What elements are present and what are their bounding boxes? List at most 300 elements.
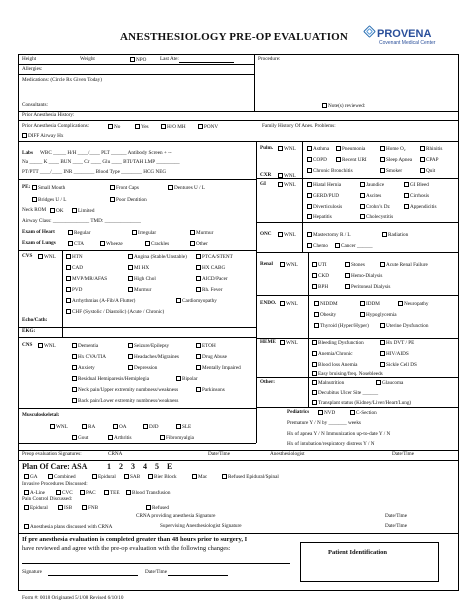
apnea-label: Hx of apnea Y / N Immunization up-to-date Y / N — [287, 431, 391, 437]
renal-item[interactable] — [345, 284, 390, 291]
cta-checkbox[interactable] — [68, 241, 84, 248]
option-label: Epidural — [98, 474, 116, 480]
gi-item[interactable] — [307, 193, 339, 200]
cns-item-label: ETOH — [202, 343, 216, 349]
onc-item-label: Radiation — [388, 232, 409, 238]
endo-item[interactable] — [398, 301, 429, 308]
signature-label: Signature — [22, 569, 42, 575]
endo-item[interactable] — [314, 301, 338, 308]
npo-label: NPO — [136, 57, 147, 63]
pulm-item[interactable] — [336, 157, 367, 164]
option-label: ISB — [64, 505, 73, 511]
cvs-item[interactable] — [66, 265, 83, 272]
medications-label: Medications: (Circle Rx Given Today) — [22, 77, 102, 83]
option-label: Combined — [54, 474, 76, 480]
heme-item[interactable] — [312, 362, 357, 369]
gi-item[interactable] — [307, 204, 342, 211]
prior-comp-no-checkbox[interactable] — [108, 124, 120, 131]
cns-item[interactable] — [128, 343, 169, 350]
heme-item[interactable] — [380, 362, 417, 369]
cns-item-label: Neck pain/Upper extremity numbness/weakness — [78, 387, 179, 393]
renal-item[interactable] — [345, 273, 382, 280]
cns-wnl-checkbox[interactable] — [38, 343, 56, 350]
ho-mh-label: H/O MH — [167, 124, 186, 130]
notes-reviewed-checkbox[interactable] — [322, 103, 365, 110]
pain-option[interactable] — [58, 505, 72, 512]
invasive-option[interactable] — [104, 490, 120, 497]
form-title: ANESTHESIOLOGY PRE-OP EVALUATION — [120, 31, 349, 43]
heme-item-label: Easy bruising/freq. Nosebleeds — [318, 371, 383, 377]
onc-item[interactable] — [335, 243, 373, 250]
height-label: Height — [22, 56, 37, 62]
csection-checkbox[interactable] — [350, 410, 377, 417]
anesthesiologist-label: Anesthesiologist — [270, 451, 305, 457]
cvs-item[interactable] — [128, 287, 151, 294]
renal-item-label: BPH — [318, 284, 329, 290]
gi-item-label: Ascites — [366, 193, 382, 199]
cvs-wnl-checkbox[interactable] — [38, 254, 56, 261]
pulm-item-label: WNL — [284, 146, 296, 152]
cvs-item-label: AICD/Pacer — [202, 276, 228, 282]
npo-checkbox[interactable] — [130, 57, 146, 64]
datetime-label: Date/Time — [392, 451, 414, 457]
cns-item-label: Depression — [134, 365, 158, 371]
wnl-label: WNL — [284, 173, 296, 179]
onc-item[interactable] — [307, 232, 351, 239]
gi-item-label: Cholecystitis — [366, 214, 394, 220]
labs-label: Labs — [22, 150, 33, 156]
pulm-item-label: Smoker — [386, 168, 403, 174]
cvs-item-label: MVP/MR/AFAS — [72, 276, 108, 282]
neck-limited-checkbox[interactable] — [72, 208, 94, 215]
dentures-checkbox[interactable] — [168, 185, 205, 192]
asa-option[interactable]: 2 — [119, 462, 123, 471]
renal-item-label: Acute Renal Failure — [386, 262, 428, 268]
discussed-with-crna-checkbox[interactable] — [24, 524, 112, 531]
musc-item-label: Gout — [78, 435, 89, 441]
cvs-item-label: Arrhythmias (A-Fib/A Flutter) — [72, 298, 136, 304]
option-label: Blood Transfusion — [132, 490, 171, 496]
nvd-label: NVD — [324, 410, 336, 416]
gi-item[interactable] — [307, 214, 332, 221]
endo-label: ENDO. — [260, 300, 277, 306]
renal-item[interactable] — [380, 262, 428, 269]
cvs-item[interactable] — [66, 276, 107, 283]
pain-option[interactable] — [146, 505, 169, 512]
cns-item[interactable] — [128, 354, 179, 361]
datetime-label: Date/Time — [385, 513, 407, 519]
other-label: Other — [196, 241, 208, 247]
cvs-item[interactable] — [66, 309, 164, 316]
onc-item[interactable] — [307, 243, 328, 250]
renal-item-label: UTI — [318, 262, 327, 268]
other-item[interactable] — [312, 400, 411, 407]
cxr-label: CXR — [260, 172, 272, 178]
labs-row-1: WBC _____ H/H ____/____ PLT ______ Antibody Screen + -- — [40, 150, 172, 156]
asa-option[interactable]: 5 — [155, 462, 159, 471]
anesthesia-type-option[interactable] — [48, 474, 76, 481]
pediatrics-label: Pediatrics — [287, 409, 310, 415]
ho-mh-checkbox[interactable] — [161, 124, 186, 131]
option-label: A-Line — [30, 490, 45, 496]
murmur-label: Murmur — [196, 230, 214, 236]
cvs-item[interactable] — [196, 276, 228, 283]
gi-label: GI — [260, 181, 267, 187]
diff-airway-label: DIFF Airway Hx — [28, 133, 64, 139]
ekg-label: EKG: — [22, 328, 36, 334]
musc-item-label: DJD — [149, 424, 159, 430]
asa-option[interactable]: E — [167, 462, 173, 471]
anesthesia-type-option[interactable] — [148, 474, 177, 481]
cvs-item[interactable] — [66, 254, 83, 261]
cvs-item-label: PVD — [72, 287, 83, 293]
labs-row-2: Na _____ K ____ BUN ____ Cr ____ Glu ____ BTI/TAH LMP _________ — [22, 159, 180, 165]
pain-control-label: Pain Control Discussed: — [22, 496, 73, 502]
heme-item-label: HIV/AIDS — [386, 351, 409, 357]
exam-lungs-label: Exam of Lungs — [22, 240, 56, 246]
heme-item-label: Blood loss Anemia — [318, 362, 358, 368]
cvs-item[interactable] — [66, 298, 135, 305]
endo-item-label: Thyroid (Hyper/Hyper) — [320, 323, 369, 329]
pulm-item[interactable] — [336, 146, 365, 153]
option-label: Refused Epidural/Spinal — [228, 474, 279, 480]
gi-item-label: Crohn’s Dz — [366, 204, 390, 210]
supervising-signature-label: Supervising Anesthesiologist Signature — [160, 523, 242, 529]
endo-item[interactable] — [314, 312, 336, 319]
labs-row-3: PT/PTT ____/____ INR ________ Blood Type ________ HCG NEG — [22, 169, 167, 175]
cns-item[interactable] — [72, 365, 95, 372]
onc-item[interactable] — [382, 232, 408, 239]
crackles-checkbox[interactable] — [145, 241, 169, 248]
heme-item[interactable] — [312, 340, 364, 347]
crna-providing-label: CRNA providing anesthesia Signature — [136, 513, 216, 519]
heme-item[interactable] — [380, 351, 409, 358]
yes-label: Yes — [141, 124, 149, 130]
gi-item[interactable] — [360, 214, 393, 221]
other-item-label: Malnutrition — [318, 380, 345, 386]
pulm-item-label: Recent URI — [342, 157, 367, 163]
endo-item-label: Neuropathy — [404, 301, 429, 307]
bridges-checkbox[interactable] — [32, 197, 66, 204]
cns-item[interactable] — [72, 398, 178, 405]
cns-item[interactable] — [196, 354, 227, 361]
option-label: FNB — [88, 505, 99, 511]
cns-item[interactable] — [176, 376, 198, 383]
cns-item-label: Hx CVA/TIA — [78, 354, 107, 360]
cvs-item-label: MI HX — [134, 265, 150, 271]
cns-item[interactable] — [128, 365, 157, 372]
pulm-label: Pulm. — [260, 145, 274, 151]
pain-option[interactable] — [82, 505, 98, 512]
datetime-label: Date/Time — [145, 569, 167, 575]
asa-option[interactable]: 1 — [107, 462, 111, 471]
endo-item-label: IDDM — [366, 301, 380, 307]
gi-item[interactable] — [307, 182, 341, 189]
anesthesia-type-option[interactable] — [192, 474, 207, 481]
heme-item[interactable] — [280, 340, 298, 347]
diff-airway-checkbox[interactable] — [22, 133, 63, 140]
prior-anesthesia-history-label: Prior Anesthesia History: — [22, 112, 75, 118]
gi-item-label: Hepatitis — [313, 214, 332, 220]
asa-option[interactable]: 4 — [143, 462, 147, 471]
invasive-procedures-label: Invasive Procedures Discussed: — [22, 481, 88, 487]
cns-item-label: Drug Abuse — [202, 354, 227, 360]
pulm-item-label: Rhinitis — [426, 146, 443, 152]
musc-item-label: WNL — [56, 424, 68, 430]
pulm-item-label: Quit — [426, 168, 436, 174]
option-label: GA — [30, 474, 38, 480]
consultants-label: Consultants: — [22, 102, 48, 108]
anesthesia-type-option[interactable] — [124, 474, 140, 481]
asa-option[interactable]: 3 — [131, 462, 135, 471]
cvs-item[interactable] — [128, 265, 149, 272]
gi-item[interactable] — [404, 182, 429, 189]
cns-item-label: Mentally Impaired — [202, 365, 241, 371]
other-lungs-checkbox[interactable] — [190, 241, 208, 248]
renal-item[interactable] — [312, 284, 328, 291]
cvs-item-label: Angina (Stable/Unstable) — [134, 254, 187, 260]
heme-item-label: Anemia/Chronic — [318, 351, 353, 357]
invasive-option[interactable] — [126, 490, 170, 497]
cns-item[interactable] — [72, 387, 178, 394]
cns-item-label: Back pain/Lower extremity numbness/weakness — [78, 398, 179, 404]
pulm-item[interactable] — [307, 157, 327, 164]
ponv-checkbox[interactable] — [198, 124, 218, 131]
cvs-item-label: CHF (Systolic / Diastolic) (Acute / Chronic) — [72, 309, 165, 315]
cvs-item-label: PTCA/STENT — [202, 254, 233, 260]
endo-item[interactable] — [360, 301, 380, 308]
pulm-item-label: Home O₂ — [386, 146, 406, 152]
wheeze-label: Wheeze — [106, 241, 123, 247]
cns-item-label: Anxiety — [78, 365, 95, 371]
cns-item[interactable] — [196, 343, 216, 350]
renal-item-label: Hemo-Dialysis — [351, 273, 383, 279]
onc-item-label: WNL — [284, 232, 296, 238]
gi-item-label: Diverticulosis — [313, 204, 343, 210]
cvs-item[interactable] — [176, 298, 217, 305]
pulm-item[interactable] — [420, 146, 442, 153]
renal-item[interactable] — [345, 262, 365, 269]
regular-checkbox[interactable] — [68, 230, 90, 237]
other-item[interactable] — [312, 380, 344, 387]
other-label: Other: — [260, 379, 275, 385]
irregular-checkbox[interactable] — [132, 230, 156, 237]
nvd-checkbox[interactable] — [318, 410, 335, 417]
crna-label: CRNA — [108, 451, 123, 457]
cvs-item-label: Murmur — [134, 287, 152, 293]
gi-item-label: GERD/PUD — [313, 193, 339, 199]
cns-item[interactable] — [72, 354, 106, 361]
onc-item[interactable] — [278, 232, 296, 239]
gi-item[interactable] — [360, 193, 381, 200]
musc-item-label: RA — [88, 424, 96, 430]
endo-item[interactable] — [380, 323, 429, 330]
gi-item[interactable] — [278, 182, 296, 189]
patient-identification-label: Patient Identification — [328, 549, 388, 556]
cvs-item[interactable] — [66, 287, 82, 294]
gi-item[interactable] — [360, 204, 390, 211]
musc-item[interactable] — [50, 424, 68, 431]
cvs-item-label: HX CABG — [202, 265, 226, 271]
neck-rom-label: Neck ROM — [22, 207, 47, 213]
front-caps-checkbox[interactable] — [110, 185, 139, 192]
musc-item-label: OA — [119, 424, 127, 430]
option-label: CVC — [62, 490, 73, 496]
heme-label: HEME — [260, 339, 276, 345]
pulm-item[interactable] — [307, 168, 353, 175]
musc-item[interactable] — [160, 435, 194, 442]
last-ate-label: Last Ate: — [160, 56, 179, 62]
onc-item-label: Cancer ______ — [341, 243, 373, 249]
cta-label: CTA — [74, 241, 84, 247]
other-item[interactable] — [312, 390, 378, 397]
renal-item-label: Peritoneal Dialysis — [351, 284, 391, 290]
endo-item-label: Uterine Dysfunction — [386, 323, 429, 329]
pulm-item-label: COPD — [313, 157, 327, 163]
endo-item-label: NIDDM — [320, 301, 338, 307]
option-label: PAC — [86, 490, 96, 496]
datetime-label: Date/Time — [208, 451, 230, 457]
cns-item-label: Residual Hemiparesis/Hemiplegia — [78, 376, 150, 382]
pulm-item[interactable] — [420, 157, 439, 164]
limited-label: Limited — [78, 208, 95, 214]
cns-item[interactable] — [196, 387, 225, 394]
renal-item-label: Stones — [351, 262, 365, 268]
prior-comp-yes-checkbox[interactable] — [135, 124, 149, 131]
bridges-label: Bridges U / L — [38, 197, 67, 203]
cns-item-label: Parkinsons — [202, 387, 225, 393]
echo-cath-label: Echo/Cath: — [22, 317, 48, 323]
cns-item[interactable] — [72, 343, 98, 350]
pulm-item[interactable] — [420, 168, 435, 175]
poor-dentition-label: Poor Dentition — [116, 197, 147, 203]
datetime-label: Date/Time — [385, 523, 407, 529]
gi-item-label: WNL — [284, 182, 296, 188]
musc-item[interactable] — [82, 424, 95, 431]
cns-label: CNS — [22, 342, 33, 348]
small-mouth-checkbox[interactable] — [32, 185, 65, 192]
cvs-label: CVS — [22, 253, 33, 259]
musc-item[interactable] — [176, 424, 191, 431]
cvs-item[interactable] — [196, 287, 222, 294]
poor-dentition-checkbox[interactable] — [110, 197, 147, 204]
pulm-item[interactable] — [380, 168, 402, 175]
other-item-label: Glaucoma — [382, 380, 404, 386]
pain-option[interactable] — [24, 505, 48, 512]
wnl-label: WNL — [44, 343, 56, 349]
cvs-item-label: High Chol — [134, 276, 156, 282]
cvs-item[interactable] — [128, 254, 187, 261]
musc-item-label: Fibromyalgia — [166, 435, 194, 441]
musc-item[interactable] — [72, 435, 88, 442]
endo-item[interactable] — [314, 323, 369, 330]
exam-heart-label: Exam of Heart — [22, 229, 55, 235]
intubation-label: Hx of intubation/respiratory distress Y / N — [287, 441, 375, 447]
musc-item[interactable] — [143, 424, 159, 431]
heme-item-label: Hx DVT / PE — [386, 340, 415, 346]
patient-identification-box[interactable] — [300, 542, 439, 582]
preop-signatures-label: Preop evaluation Signatures: — [22, 451, 82, 457]
heme-item[interactable] — [312, 351, 353, 358]
gi-item[interactable] — [404, 193, 429, 200]
ponv-label: PONV — [204, 124, 219, 130]
cvs-item[interactable] — [196, 265, 225, 272]
neck-ok-checkbox[interactable] — [50, 208, 64, 215]
endo-item-label: Obesity — [320, 312, 337, 318]
onc-item-label: Mastectomy R / L — [313, 232, 351, 238]
option-label: Refused — [152, 505, 169, 511]
gi-item[interactable] — [404, 204, 437, 211]
premature-label: Premature Y / N by _______ weeks — [287, 420, 361, 426]
cns-item-label: Headaches/Migraines — [134, 354, 179, 360]
anesthesia-type-option[interactable] — [24, 474, 38, 481]
heme-item-label: WNL — [286, 340, 298, 346]
other-item-label: Transplant status (Kidney/Liver/Heart/Lung) — [318, 400, 412, 406]
other-item-label: Decubitus Ulcer Site ______ — [318, 390, 379, 396]
other-item[interactable] — [376, 380, 403, 387]
pulm-item-label: Asthma — [313, 146, 330, 152]
renal-item[interactable] — [312, 262, 327, 269]
gi-item-label: Cirrhosis — [410, 193, 430, 199]
option-label: Bier Block — [154, 474, 177, 480]
gi-item[interactable] — [360, 182, 384, 189]
wheeze-checkbox[interactable] — [100, 241, 123, 248]
pulm-item-label: Chronic Bronchitis — [313, 168, 353, 174]
discussed-label: Anesthesia plans discussed with CRNA — [30, 524, 113, 530]
gi-item-label: GI Bleed — [410, 182, 429, 188]
renal-item[interactable] — [312, 273, 329, 280]
anesthesia-type-option[interactable] — [92, 474, 116, 481]
pulm-item-label: Pneumonia — [342, 146, 366, 152]
pulm-item[interactable] — [307, 146, 329, 153]
cvs-item-label: Rh. Fever — [202, 287, 223, 293]
cns-item[interactable] — [72, 376, 149, 383]
cvs-item[interactable] — [128, 276, 156, 283]
cns-item-label: Seizure/Epilepsy — [134, 343, 170, 349]
cvs-item-label: CAD — [72, 265, 83, 271]
cvs-item-label: Cardiomyopathy — [182, 298, 217, 304]
heme-item[interactable] — [380, 340, 414, 347]
pulm-item[interactable] — [380, 157, 412, 164]
musc-item-label: SLE — [182, 424, 192, 430]
pe-label: PE: — [22, 184, 31, 190]
renal-item-label: WNL — [286, 262, 298, 268]
murmur-heart-checkbox[interactable] — [190, 230, 213, 237]
musc-item[interactable] — [108, 435, 132, 442]
endo-item[interactable] — [280, 301, 298, 308]
allergies-label: Allergies: — [22, 66, 43, 72]
anesthesia-type-option[interactable] — [222, 474, 279, 481]
renal-item-label: CKD — [318, 273, 329, 279]
renal-item[interactable] — [280, 262, 298, 269]
cvs-item[interactable] — [196, 254, 233, 261]
option-label: Mac — [198, 474, 208, 480]
cns-item-label: Dementia — [78, 343, 99, 349]
gi-item-label: Hiatal Hernia — [313, 182, 342, 188]
musc-item[interactable] — [113, 424, 127, 431]
cns-item[interactable] — [196, 365, 241, 372]
pulm-item[interactable] — [380, 146, 406, 153]
invasive-option[interactable] — [80, 490, 96, 497]
endo-item[interactable] — [360, 312, 397, 319]
onc-item-label: Chemo — [313, 243, 328, 249]
cxr-wnl-checkbox[interactable] — [278, 173, 296, 180]
weight-label: Weight — [80, 56, 95, 62]
pulm-item[interactable] — [278, 146, 296, 153]
front-caps-label: Front Caps — [116, 185, 139, 191]
last-ate-field[interactable] — [160, 57, 234, 63]
pulm-item-label: CPAP — [426, 157, 439, 163]
